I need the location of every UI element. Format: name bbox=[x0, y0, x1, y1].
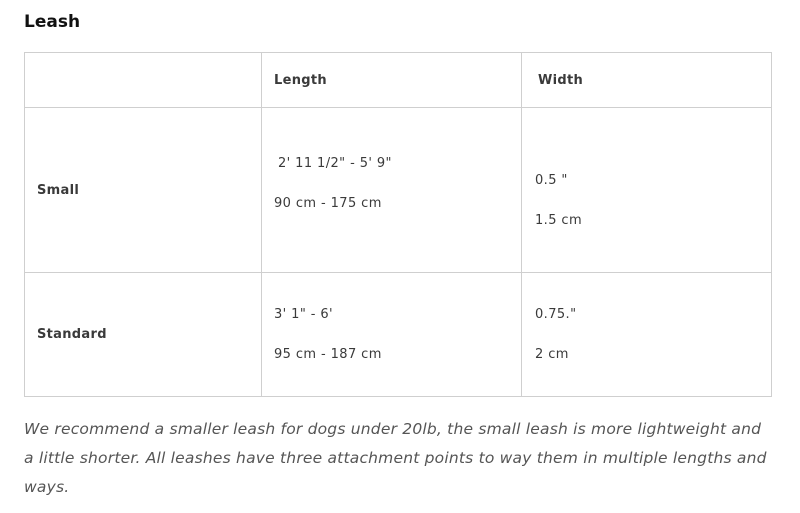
width-imperial: 0.5 " bbox=[535, 173, 568, 188]
recommendation-note: We recommend a smaller leash for dogs under 20lb, the small leash is more lightweight and a little shorter. All leashes have three attachment points to way them in multiple lengths and ways. bbox=[24, 420, 767, 496]
table-row bbox=[25, 273, 772, 397]
width-cell bbox=[522, 273, 772, 397]
width-metric: 2 cm bbox=[535, 346, 569, 362]
width-imperial: 0.75." bbox=[535, 306, 577, 322]
size-table bbox=[24, 52, 772, 397]
length-metric: 95 cm - 187 cm bbox=[274, 346, 382, 362]
header-cell-empty bbox=[25, 53, 262, 108]
row-label-standard: Standard bbox=[25, 273, 262, 397]
width-metric: 1.5 cm bbox=[535, 213, 583, 228]
length-imperial: 3' 1" - 6' bbox=[274, 306, 334, 322]
width-cell bbox=[522, 108, 772, 273]
header-cell-length: Length bbox=[262, 53, 522, 108]
length-imperial: 2' 11 1/2" - 5' 9" bbox=[278, 156, 392, 171]
length-cell bbox=[262, 273, 522, 397]
header-cell-width: Width bbox=[522, 53, 772, 108]
table-row bbox=[25, 108, 772, 273]
length-metric: 90 cm - 175 cm bbox=[274, 196, 382, 211]
row-label-small: Small bbox=[25, 108, 262, 273]
page-title: Leash bbox=[24, 12, 81, 32]
table-header-row bbox=[25, 53, 772, 108]
length-cell bbox=[262, 108, 522, 273]
